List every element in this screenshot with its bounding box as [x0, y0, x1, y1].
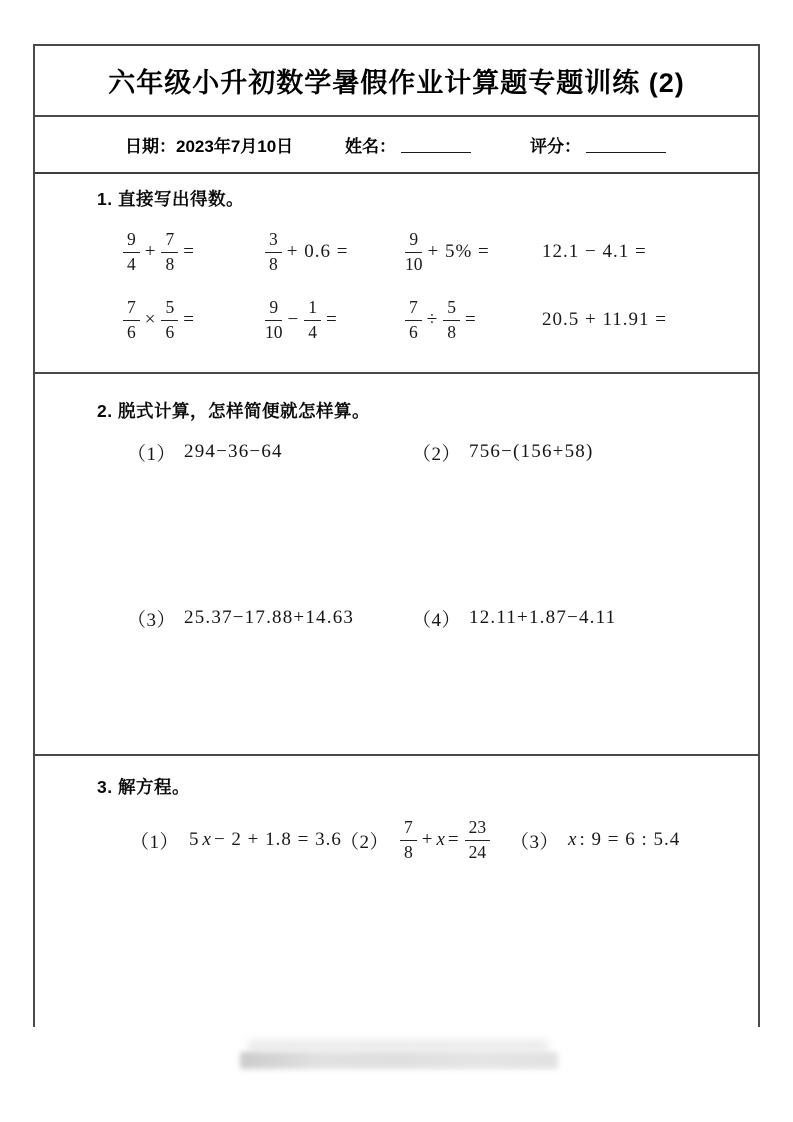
fraction-denominator: 6 — [165, 321, 175, 342]
math-problem — [262, 290, 340, 350]
fraction-numerator: 7 — [161, 230, 178, 253]
math-problem — [567, 829, 682, 851]
problem-expression: 294−36−64 — [184, 441, 283, 462]
name-label: 姓名： — [345, 137, 396, 156]
fraction-denominator: 6 — [409, 321, 418, 342]
math-text: + — [421, 829, 434, 850]
fraction-denominator: 24 — [468, 841, 487, 862]
math-text: = — [447, 829, 460, 850]
score-field — [530, 117, 666, 172]
math-text: + 5% = — [427, 241, 490, 262]
problem-number: （2） — [412, 443, 462, 465]
section-1-direct-calculation — [35, 174, 758, 374]
numbered-problem — [127, 598, 354, 638]
problem-number: （1） — [127, 443, 177, 465]
fraction — [465, 818, 491, 862]
math-variable: x — [436, 829, 445, 850]
numbered-problem — [130, 808, 344, 872]
math-text: − — [287, 309, 300, 330]
date-label: 日期：2023年7月10日 — [125, 137, 294, 156]
math-problem — [120, 290, 197, 350]
fraction-denominator: 8 — [165, 253, 175, 274]
numbered-problem — [412, 432, 594, 472]
fraction-numerator: 23 — [465, 818, 491, 841]
section-3-solve-equations — [35, 756, 758, 1029]
fraction-numerator: 1 — [304, 298, 321, 321]
section-1-row-2 — [35, 290, 758, 350]
fraction-numerator: 9 — [123, 230, 140, 253]
section-2-step-calculation — [35, 374, 758, 756]
fraction-denominator: 10 — [405, 253, 423, 274]
math-problem — [540, 290, 669, 350]
problem-expression: 12.11+1.87−4.11 — [469, 607, 617, 628]
section-3-row-1 — [35, 808, 758, 872]
math-text: = — [464, 309, 477, 330]
fraction-numerator: 9 — [405, 230, 422, 253]
section-1-label: 1. 直接写出得数。 — [97, 189, 244, 209]
math-problem — [262, 222, 350, 282]
math-variable: x — [568, 829, 577, 850]
name-blank[interactable] — [401, 136, 471, 153]
numbered-problem — [127, 432, 283, 472]
fraction — [400, 818, 417, 862]
problem-expression: 756−(156+58) — [469, 441, 594, 462]
fraction-numerator: 3 — [265, 230, 282, 253]
math-text: = — [325, 309, 338, 330]
section-2-label: 2. 脱式计算，怎样简便就怎样算。 — [97, 401, 370, 421]
fraction — [405, 230, 423, 274]
worksheet-table — [33, 44, 760, 1027]
numbered-problem — [340, 808, 493, 872]
math-text: ÷ — [426, 309, 439, 330]
section-3-label: 3. 解方程。 — [97, 777, 190, 797]
fraction — [304, 298, 321, 342]
fraction-denominator: 6 — [127, 321, 136, 342]
fraction — [265, 298, 283, 342]
problem-number: （2） — [340, 831, 390, 853]
section-2-row-1 — [35, 432, 758, 472]
problem-expression: 25.37−17.88+14.63 — [184, 607, 355, 628]
problem-number: （3） — [127, 609, 177, 631]
problem-number: （3） — [510, 831, 560, 853]
math-problem — [120, 222, 197, 282]
math-variable: x — [202, 829, 211, 850]
math-problem — [540, 222, 649, 282]
math-text: : 9 = 6 : 5.4 — [579, 829, 681, 850]
problem-number: （1） — [130, 831, 180, 853]
math-text: + 0.6 = — [286, 241, 349, 262]
fraction-denominator: 8 — [269, 253, 278, 274]
fraction — [123, 230, 140, 274]
numbered-problem — [510, 808, 682, 872]
math-text: × — [144, 309, 157, 330]
fraction — [161, 298, 178, 342]
section-2-row-2 — [35, 598, 758, 638]
problem-number: （4） — [412, 609, 462, 631]
fraction-numerator: 5 — [161, 298, 178, 321]
math-text: = — [183, 309, 195, 330]
page-title: 六年级小升初数学暑假作业计算题专题训练 (2) — [108, 68, 685, 98]
fraction — [405, 298, 422, 342]
fraction — [265, 230, 282, 274]
fraction-denominator: 4 — [127, 253, 136, 274]
fraction-numerator: 7 — [405, 298, 422, 321]
fraction-denominator: 8 — [447, 321, 456, 342]
math-text: − 2 + 1.8 = 3.6 — [213, 829, 342, 850]
fraction-denominator: 4 — [308, 321, 317, 342]
fraction-numerator: 5 — [443, 298, 460, 321]
fraction-numerator: 7 — [123, 298, 140, 321]
fraction — [161, 230, 178, 274]
fraction-numerator: 7 — [400, 818, 417, 841]
watermark-blur — [248, 1040, 548, 1051]
math-problem — [402, 290, 479, 350]
math-text: = — [183, 241, 195, 262]
math-text: 20.5 + 11.91 = — [542, 309, 667, 330]
title-row — [35, 46, 758, 117]
watermark-blur — [240, 1052, 558, 1069]
math-text: 5 — [189, 829, 200, 850]
fraction-denominator: 10 — [265, 321, 283, 342]
meta-row — [35, 117, 758, 174]
section-1-row-1 — [35, 222, 758, 282]
score-blank[interactable] — [586, 136, 666, 153]
math-text: 12.1 − 4.1 = — [542, 241, 647, 262]
name-field — [345, 117, 471, 172]
math-text: + — [144, 241, 157, 262]
fraction-numerator: 9 — [265, 298, 282, 321]
math-problem — [402, 222, 492, 282]
numbered-problem — [412, 598, 616, 638]
fraction — [123, 298, 140, 342]
score-label: 评分： — [530, 137, 581, 156]
fraction-denominator: 8 — [404, 841, 413, 862]
fraction — [443, 298, 460, 342]
math-problem — [397, 818, 493, 862]
math-problem — [187, 829, 344, 851]
